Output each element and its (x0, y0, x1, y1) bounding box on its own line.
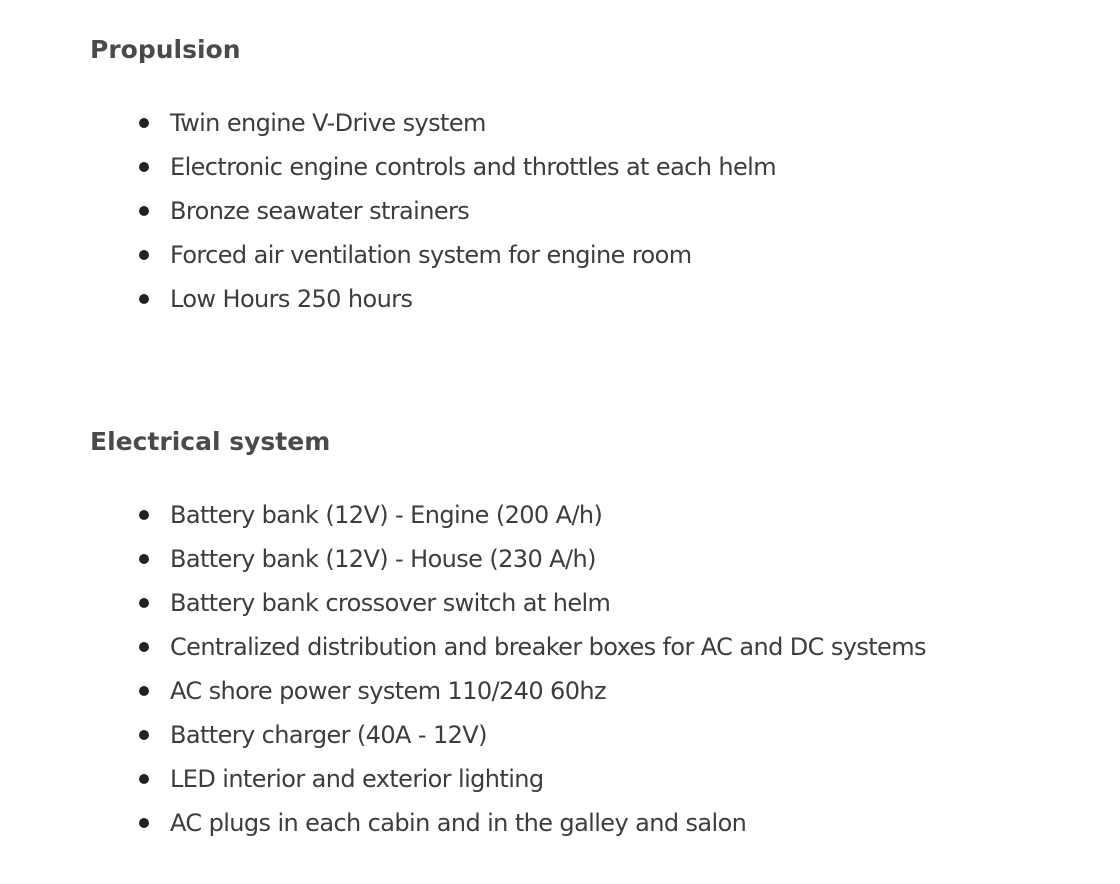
list-item-text: Battery bank (12V) - House (230 A/h) (170, 545, 596, 573)
list-item-text: LED interior and exterior lighting (170, 765, 544, 793)
list-item-text: Battery charger (40A - 12V) (170, 721, 487, 749)
bullet-icon (139, 510, 149, 520)
list-item-text: Bronze seawater strainers (170, 197, 470, 225)
bullet-icon (139, 554, 149, 564)
list-item-text: Electronic engine controls and throttles at each helm (170, 153, 777, 181)
list-item-text: Forced air ventilation system for engine room (170, 241, 692, 269)
propulsion-heading: Propulsion (90, 35, 241, 64)
list-item-text: Battery bank crossover switch at helm (170, 589, 611, 617)
list-item-text: AC shore power system 110/240 60hz (170, 677, 606, 705)
list-item-text: Battery bank (12V) - Engine (200 A/h) (170, 501, 603, 529)
list-item-text: Low Hours 250 hours (170, 285, 413, 313)
electrical-system-heading: Electrical system (90, 427, 331, 456)
bullet-icon (139, 686, 149, 696)
bullet-icon (139, 162, 149, 172)
bullet-icon (139, 206, 149, 216)
list-item-text: Twin engine V-Drive system (170, 109, 486, 137)
bullet-icon (139, 294, 149, 304)
bullet-icon (139, 118, 149, 128)
bullet-icon (139, 250, 149, 260)
list-item-text: Centralized distribution and breaker boxes for AC and DC systems (170, 633, 926, 661)
bullet-icon (139, 642, 149, 652)
bullet-icon (139, 598, 149, 608)
bullet-icon (139, 818, 149, 828)
list-item-text: AC plugs in each cabin and in the galley and salon (170, 809, 747, 837)
bullet-icon (139, 774, 149, 784)
bullet-icon (139, 730, 149, 740)
